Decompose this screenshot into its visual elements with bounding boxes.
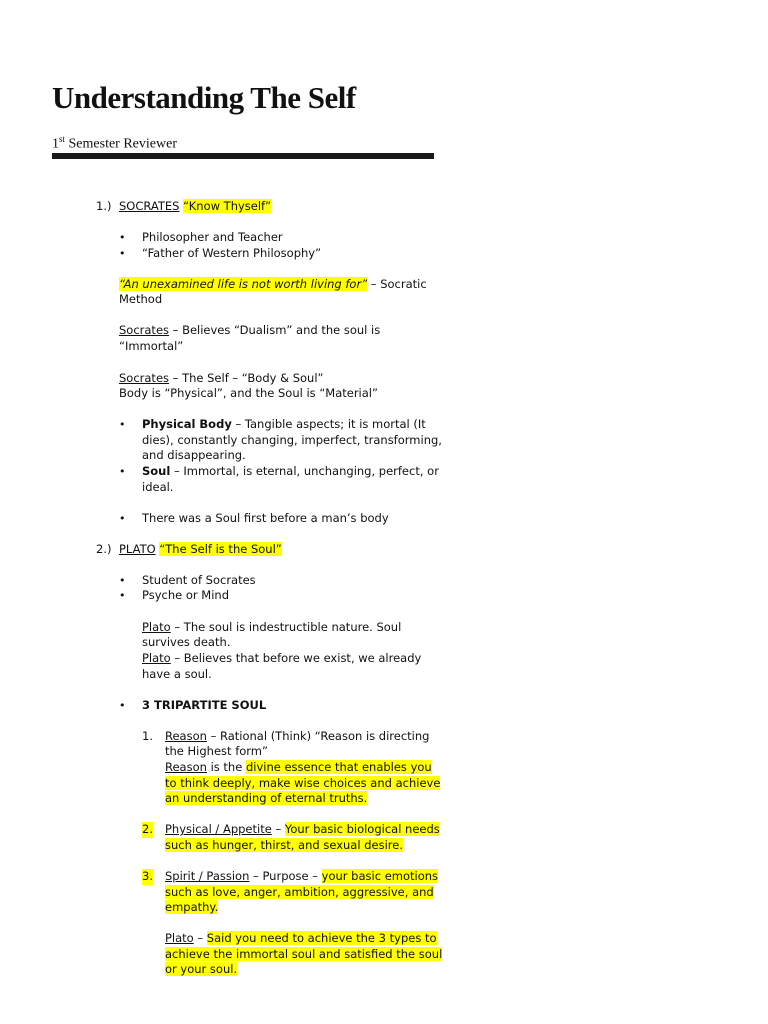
list-item-cont: to think deeply, make wise choices and achieve [165, 776, 441, 790]
section-number: 1.) [96, 199, 112, 213]
bullet-icon: • [119, 574, 126, 587]
list-item-cont: and disappearing. [142, 448, 246, 462]
list-item: Psyche or Mind [142, 588, 229, 602]
paragraph: Plato – Said you need to achieve the 3 types to [165, 931, 437, 945]
list-item: Reason – Rational (Think) “Reason is directing [165, 729, 430, 743]
bullet-icon: • [119, 589, 126, 602]
list-item-cont: the Highest form” [165, 744, 268, 758]
page-title: Understanding The Self [52, 80, 356, 115]
list-item: Philosopher and Teacher [142, 230, 283, 244]
paragraph-cont: survives death. [142, 635, 231, 649]
paragraph-cont: or your soul. [165, 962, 238, 976]
section-heading-socrates: SOCRATES “Know Thyself” [119, 199, 272, 213]
paragraph: Plato – Believes that before we exist, we already [142, 651, 422, 665]
socratic-quote: “An unexamined life is not worth living for” – Socratic [119, 277, 427, 291]
list-item-cont: dies), constantly changing, imperfect, transforming, [142, 433, 442, 447]
list-item-cont: such as love, anger, ambition, aggressive, and [165, 885, 434, 899]
paragraph-cont: have a soul. [142, 667, 212, 681]
paragraph: Socrates – Believes “Dualism” and the soul is [119, 323, 381, 337]
list-number: 1. [142, 729, 153, 743]
list-item-cont: an understanding of eternal truths. [165, 791, 368, 805]
bullet-icon: • [119, 699, 126, 712]
bullet-icon: • [119, 512, 126, 525]
paragraph: Socrates – The Self – “Body & Soul” [119, 371, 324, 385]
title-rule [52, 153, 434, 159]
list-item-cont: ideal. [142, 480, 174, 494]
list-item: Soul – Immortal, is eternal, unchanging, perfect, or [142, 464, 439, 478]
socratic-quote-cont: Method [119, 292, 163, 306]
list-item: There was a Soul first before a man’s body [142, 511, 389, 525]
paragraph: Plato – The soul is indestructible nature. Soul [142, 620, 402, 634]
list-item-cont: Reason is the divine essence that enables you [165, 760, 432, 774]
list-item-cont: empathy. [165, 900, 219, 914]
tripartite-heading: 3 TRIPARTITE SOUL [142, 698, 267, 712]
subtitle: 1st Semester Reviewer [52, 134, 177, 152]
list-item: Physical / Appetite – Your basic biological needs [165, 822, 440, 836]
paragraph-cont: achieve the immortal soul and satisfied the soul [165, 947, 443, 961]
list-item: Spirit / Passion – Purpose – your basic emotions [165, 869, 439, 883]
bullet-icon: • [119, 418, 126, 431]
bullet-icon: • [119, 247, 126, 260]
bullet-icon: • [119, 231, 126, 244]
paragraph-cont: “Immortal” [119, 339, 184, 353]
list-number: 3. [142, 869, 153, 883]
list-item: “Father of Western Philosophy” [142, 246, 322, 260]
paragraph-cont: Body is “Physical”, and the Soul is “Material” [119, 386, 378, 400]
bullet-icon: • [119, 465, 126, 478]
list-number: 2. [142, 822, 153, 836]
list-item: Physical Body – Tangible aspects; it is mortal (It [142, 417, 426, 431]
list-item-cont: such as hunger, thirst, and sexual desire. [165, 838, 403, 852]
list-item: Student of Socrates [142, 573, 256, 587]
section-number: 2.) [96, 542, 112, 556]
section-heading-plato: PLATO “The Self is the Soul” [119, 542, 282, 556]
